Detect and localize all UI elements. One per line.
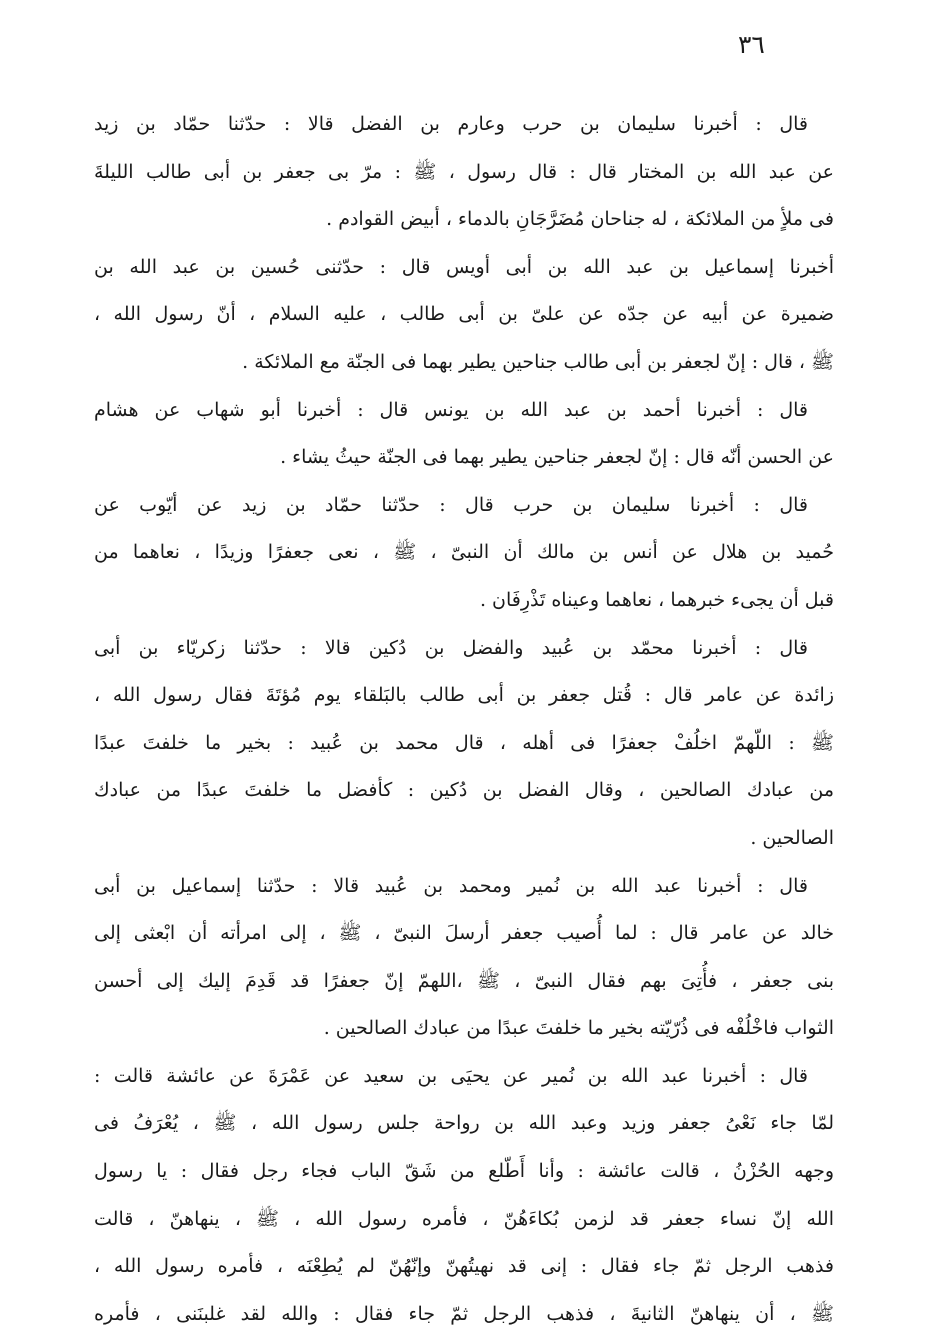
paragraph-2: [94, 244, 834, 387]
text-line: الله إنّ نساء جعفر قد لزمن بُكاءَهُنّ ، فأمره رسول الله ، ﷺ ، ينهاهنّ ، قالت: [94, 1207, 834, 1230]
text-line: من عبادك الصالحين ، وقال الفضل بن دُكين : كأفضل ما خلفتَ عبدًا من عبادك: [94, 779, 834, 802]
text-line: قال : أخبرنا سليمان بن حرب قال : حدّثنا حمّاد بن زيد عن أيّوب عن: [94, 493, 808, 516]
text-line: أخبرنا إسماعيل بن عبد الله بن أبى أويس قال : حدّثنى حُسين بن عبد الله بن: [94, 255, 834, 278]
text-line: حُميد بن هلال عن أنس بن مالك أن النبىّ ، ﷺ ، نعى جعفرًا وزيدًا ، نعاهما من: [94, 541, 834, 564]
text-line: وجهه الحُزْنُ ، قالت عائشة : وأنا أَطّلع من شَقّ الباب فجاء رجل فقال : يا رسول: [94, 1160, 834, 1183]
text-line: ضميرة عن أبيه عن جدّه عن علىّ بن أبى طالب ، عليه السلام ، أنّ رسول الله ،: [94, 303, 834, 326]
text-line: قال : أخبرنا سليمان بن حرب وعارم بن الفضل قالا : حدّثنا حمّاد بن زيد: [94, 113, 808, 135]
text-line: قال : أخبرنا عبد الله بن نُمير عن يحيَى بن سعيد عن عَمْرَةَ عن عائشة قالت :: [94, 1064, 808, 1087]
body-text: [94, 101, 834, 1338]
text-line: الصالحين .: [750, 826, 834, 849]
text-line: عن عبد الله بن المختار قال : قال رسول ، ﷺ : مرّ بى جعفر بن أبى طالب الليلةَ: [94, 160, 834, 183]
text-line: الثواب فاخْلُفْه فى ذُرّيّته بخير ما خلفتَ عبدًا من عبادك الصالحين .: [323, 1017, 834, 1040]
text-line: فذهب الرجل ثمّ جاء فقال : إنى قد نهيتُهنّ وإنّهُنّ لم يُطِعْنَه ، فأمره رسول الله ،: [94, 1255, 834, 1278]
paragraph-6: [94, 863, 834, 1053]
text-line: ﷺ ، قال : إنّ لجعفر بن أبى طالب جناحين يطير بهما فى الجنّة مع الملائكة .: [242, 350, 834, 373]
text-line: ﷺ : اللّهمّ اخلُفْ جعفرًا فى أهله ، قال محمد بن عُبيد : بخير ما خلفتَ عبدًا: [94, 731, 834, 754]
text-line: لمّا جاء نَعْىُ جعفر وزيد وعبد الله بن رواحة جلس رسول الله ، ﷺ ، يُعْرَفُ فى: [94, 1112, 834, 1135]
text-line: قال : أخبرنا عبد الله بن نُمير ومحمد بن عُبيد قالا : حدّثنا إسماعيل بن أبى: [94, 874, 808, 897]
paragraph-1: [94, 101, 834, 244]
paragraph-5: [94, 625, 834, 863]
paragraph-3: [94, 387, 834, 482]
page-number: ٣٦: [738, 30, 765, 59]
text-line: قال : أخبرنا محمّد بن عُبيد والفضل بن دُكين قالا : حدّثنا زكريّاء بن أبى: [94, 636, 808, 659]
text-line: قال : أخبرنا أحمد بن عبد الله بن يونس قال : أخبرنا أبو شهاب عن هشام: [94, 398, 808, 421]
text-line: عن الحسن أنّه قال : إنّ لجعفر جناحين يطير بهما فى الجنّة حيثُ يشاء .: [280, 446, 834, 469]
text-line: بنى جعفر ، فأُتِىَ بهم فقال النبىّ ، ﷺ ،اللهمّ إنّ جعفرًا قد قَدِمَ إليك إلى أحسن: [94, 969, 834, 992]
paragraph-7: [94, 1053, 834, 1339]
text-line: فى ملأٍ من الملائكة ، له جناحان مُضَرَّجَانِ بالدماء ، أبيض القوادم .: [326, 208, 834, 231]
text-line: ﷺ ، أن ينهاهنّ الثانيةَ ، فذهب الرجل ثمّ جاء فقال : والله لقد غلبنَنى ، فأمره: [94, 1302, 834, 1325]
text-line: زائدة عن عامر قال : قُتل جعفر بن أبى طالب بالبَلقاء يوم مُؤتَةَ فقال رسول الله ،: [94, 684, 834, 707]
text-line: خالد عن عامر قال : لما أُصيب جعفر أرسلَ النبىّ ، ﷺ ، إلى امرأته أن ابْعثى إلى: [94, 922, 834, 945]
text-line: قبل أن يجىء خبرهما ، نعاهما وعيناه تَذْرِفَان .: [479, 588, 834, 611]
paragraph-4: [94, 482, 834, 625]
